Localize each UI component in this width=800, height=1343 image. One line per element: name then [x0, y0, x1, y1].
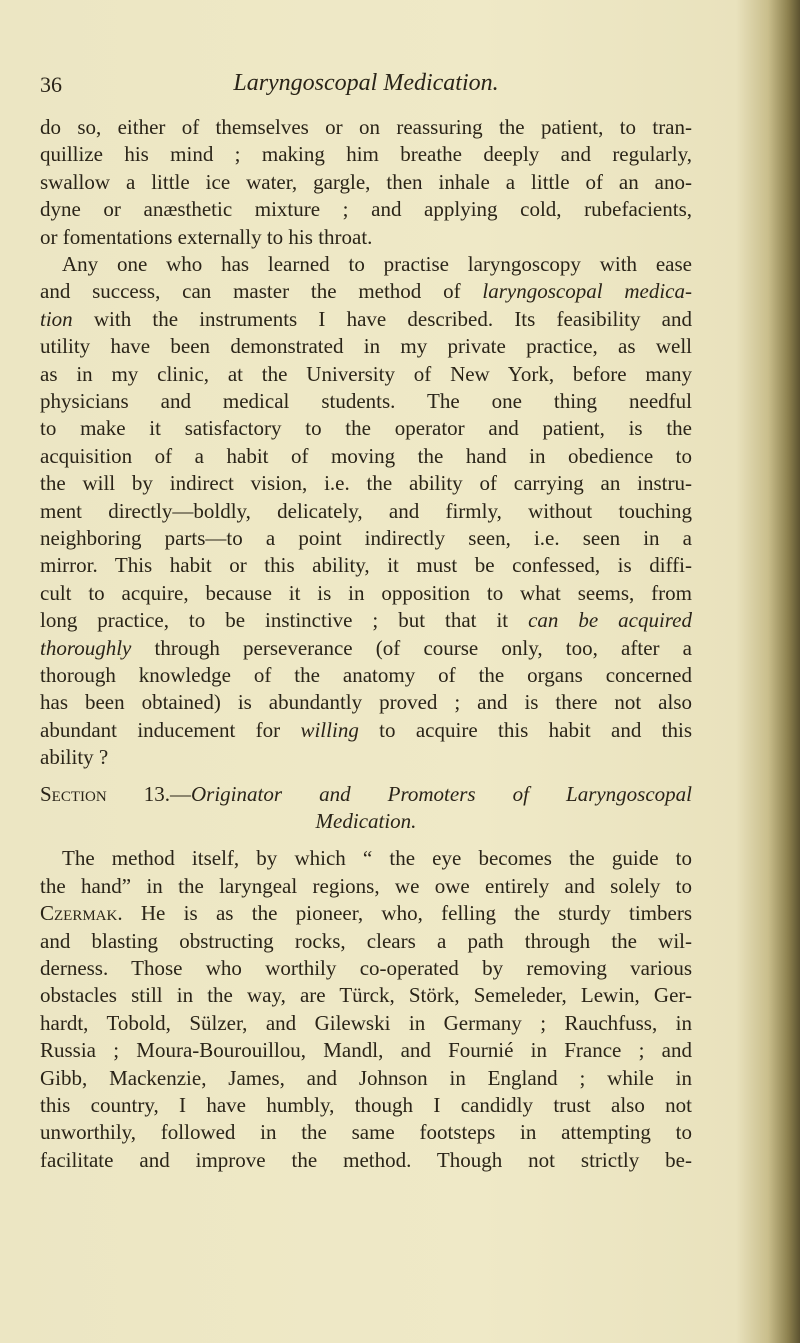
- text-segment: 13.—: [106, 781, 191, 806]
- text-line: [40, 140, 692, 168]
- text-line: [40, 606, 692, 634]
- text-line: [40, 442, 692, 470]
- text-line: [40, 1036, 692, 1064]
- italic-text: can be acquired: [528, 608, 692, 633]
- text-line: [40, 899, 692, 927]
- text-line: [40, 277, 692, 305]
- italic-text: willing: [300, 717, 359, 742]
- italic-text: Medication.: [315, 809, 417, 833]
- text-segment: hardt, Tobold, Sülzer, and Gilewski in Germany ; Rauchfuss, in: [40, 1010, 692, 1035]
- text-segment: ability ?: [40, 745, 109, 770]
- running-header: [40, 72, 692, 102]
- text-segment: obstacles still in the way, are Türck, Störk, Semeleder, Lewin, Ger-: [40, 983, 692, 1008]
- text-line: [40, 743, 692, 771]
- text-segment: thorough knowledge of the anatomy of the organs concerned: [40, 663, 692, 687]
- text-segment: the hand” in the laryngeal regions, we owe entirely and solely to: [40, 873, 692, 898]
- text-segment: unworthily, followed in the same footsteps in attempting to: [40, 1120, 692, 1145]
- text-line: [40, 195, 692, 223]
- text-line: [40, 716, 692, 744]
- text-segment: Any one who has learned to practise laryngoscopy with ease: [62, 252, 692, 276]
- text-line: [40, 1146, 692, 1174]
- text-line: [40, 844, 692, 872]
- text-segment: with the instruments I have described. Its feasibility and: [72, 306, 692, 331]
- text-segment: physicians and medical students. The one thing needful: [40, 389, 692, 413]
- text-line: [40, 360, 692, 388]
- text-line: [40, 688, 692, 716]
- text-segment: to acquire this habit and this: [358, 717, 692, 742]
- text-line: [40, 414, 692, 442]
- text-line: [40, 332, 692, 360]
- text-segment: quillize his mind ; making him breathe deeply and regularly,: [40, 142, 692, 167]
- section-heading-line: [40, 807, 692, 835]
- text-segment: as in my clinic, at the University of New York, before many: [40, 361, 692, 386]
- text-line: [40, 1009, 692, 1037]
- text-segment: mirror. This habit or this ability, it must be confessed, is diffi-: [40, 553, 692, 578]
- text-line: [40, 168, 692, 196]
- text-segment: and blasting obstructing rocks, clears a path through the wil-: [40, 928, 692, 953]
- small-caps-text: Czermak.: [40, 901, 123, 926]
- text-line: [40, 1091, 692, 1119]
- text-segment: through perseverance (of course only, too, after a: [131, 635, 692, 660]
- text-line: [40, 1064, 692, 1092]
- text-segment: Gibb, Mackenzie, James, and Johnson in England ; while in: [40, 1065, 692, 1090]
- text-segment: do so, either of themselves or on reassuring the patient, to tran-: [40, 115, 692, 139]
- text-segment: ment directly—boldly, delicately, and firmly, without touching: [40, 498, 692, 523]
- text-line: [40, 223, 692, 251]
- text-segment: long practice, to be instinctive ; but that it: [40, 608, 529, 633]
- text-line: [40, 661, 692, 689]
- text-line: [40, 1118, 692, 1146]
- italic-text: thoroughly: [40, 635, 132, 660]
- italic-text: tion: [40, 306, 73, 331]
- text-segment: utility have been demonstrated in my private practice, as well: [40, 334, 692, 359]
- text-line: [40, 497, 692, 525]
- text-segment: cult to acquire, because it is in opposition to what seems, from: [40, 580, 692, 605]
- text-line: [40, 250, 692, 278]
- text-line: [40, 305, 692, 333]
- text-segment: or fomentations externally to his throat.: [40, 224, 373, 249]
- text-segment: Russia ; Moura-Bourouillou, Mandl, and Fournié in France ; and: [40, 1038, 692, 1063]
- page-number: 36: [40, 72, 62, 97]
- text-segment: dyne or anæsthetic mixture ; and applying cold, rubefacients,: [40, 197, 692, 222]
- text-line: [40, 551, 692, 579]
- text-line: [40, 981, 692, 1009]
- small-caps-text: Section: [40, 781, 107, 806]
- text-segment: swallow a little ice water, gargle, then inhale a little of an ano-: [40, 169, 692, 194]
- text-line: [40, 954, 692, 982]
- text-line: [40, 634, 692, 662]
- text-segment: abundant inducement for: [40, 717, 301, 742]
- text-segment: the will by indirect vision, i.e. the ability of carrying an instru-: [40, 471, 692, 496]
- text-line: [40, 387, 692, 415]
- text-segment: facilitate and improve the method. Though not strictly be-: [40, 1147, 692, 1172]
- text-line: [40, 579, 692, 607]
- text-line: [40, 927, 692, 955]
- running-title: Laryngoscopal Medication.: [233, 70, 499, 96]
- section-heading-line: [40, 780, 692, 808]
- text-segment: has been obtained) is abundantly proved ; and is there not also: [40, 690, 692, 715]
- text-segment: He is as the pioneer, who, felling the sturdy timbers: [122, 901, 692, 926]
- text-segment: acquisition of a habit of moving the hand in obedience to: [40, 443, 692, 468]
- text-line: [40, 469, 692, 497]
- text-segment: to make it satisfactory to the operator and patient, is the: [40, 416, 692, 441]
- text-segment: this country, I have humbly, though I candidly trust also not: [40, 1093, 692, 1117]
- text-line: [40, 113, 692, 141]
- italic-text: laryngoscopal medica-: [482, 279, 692, 304]
- text-line: [40, 524, 692, 552]
- text-segment: The method itself, by which “ the eye becomes the guide to: [62, 846, 692, 871]
- text-segment: derness. Those who worthily co-operated by removing various: [40, 956, 692, 980]
- text-line: [40, 872, 692, 900]
- text-segment: and success, can master the method of: [40, 279, 483, 304]
- text-segment: neighboring parts—to a point indirectly seen, i.e. seen in a: [40, 526, 692, 550]
- italic-text: Originator and Promoters of Laryngoscopal: [191, 781, 693, 806]
